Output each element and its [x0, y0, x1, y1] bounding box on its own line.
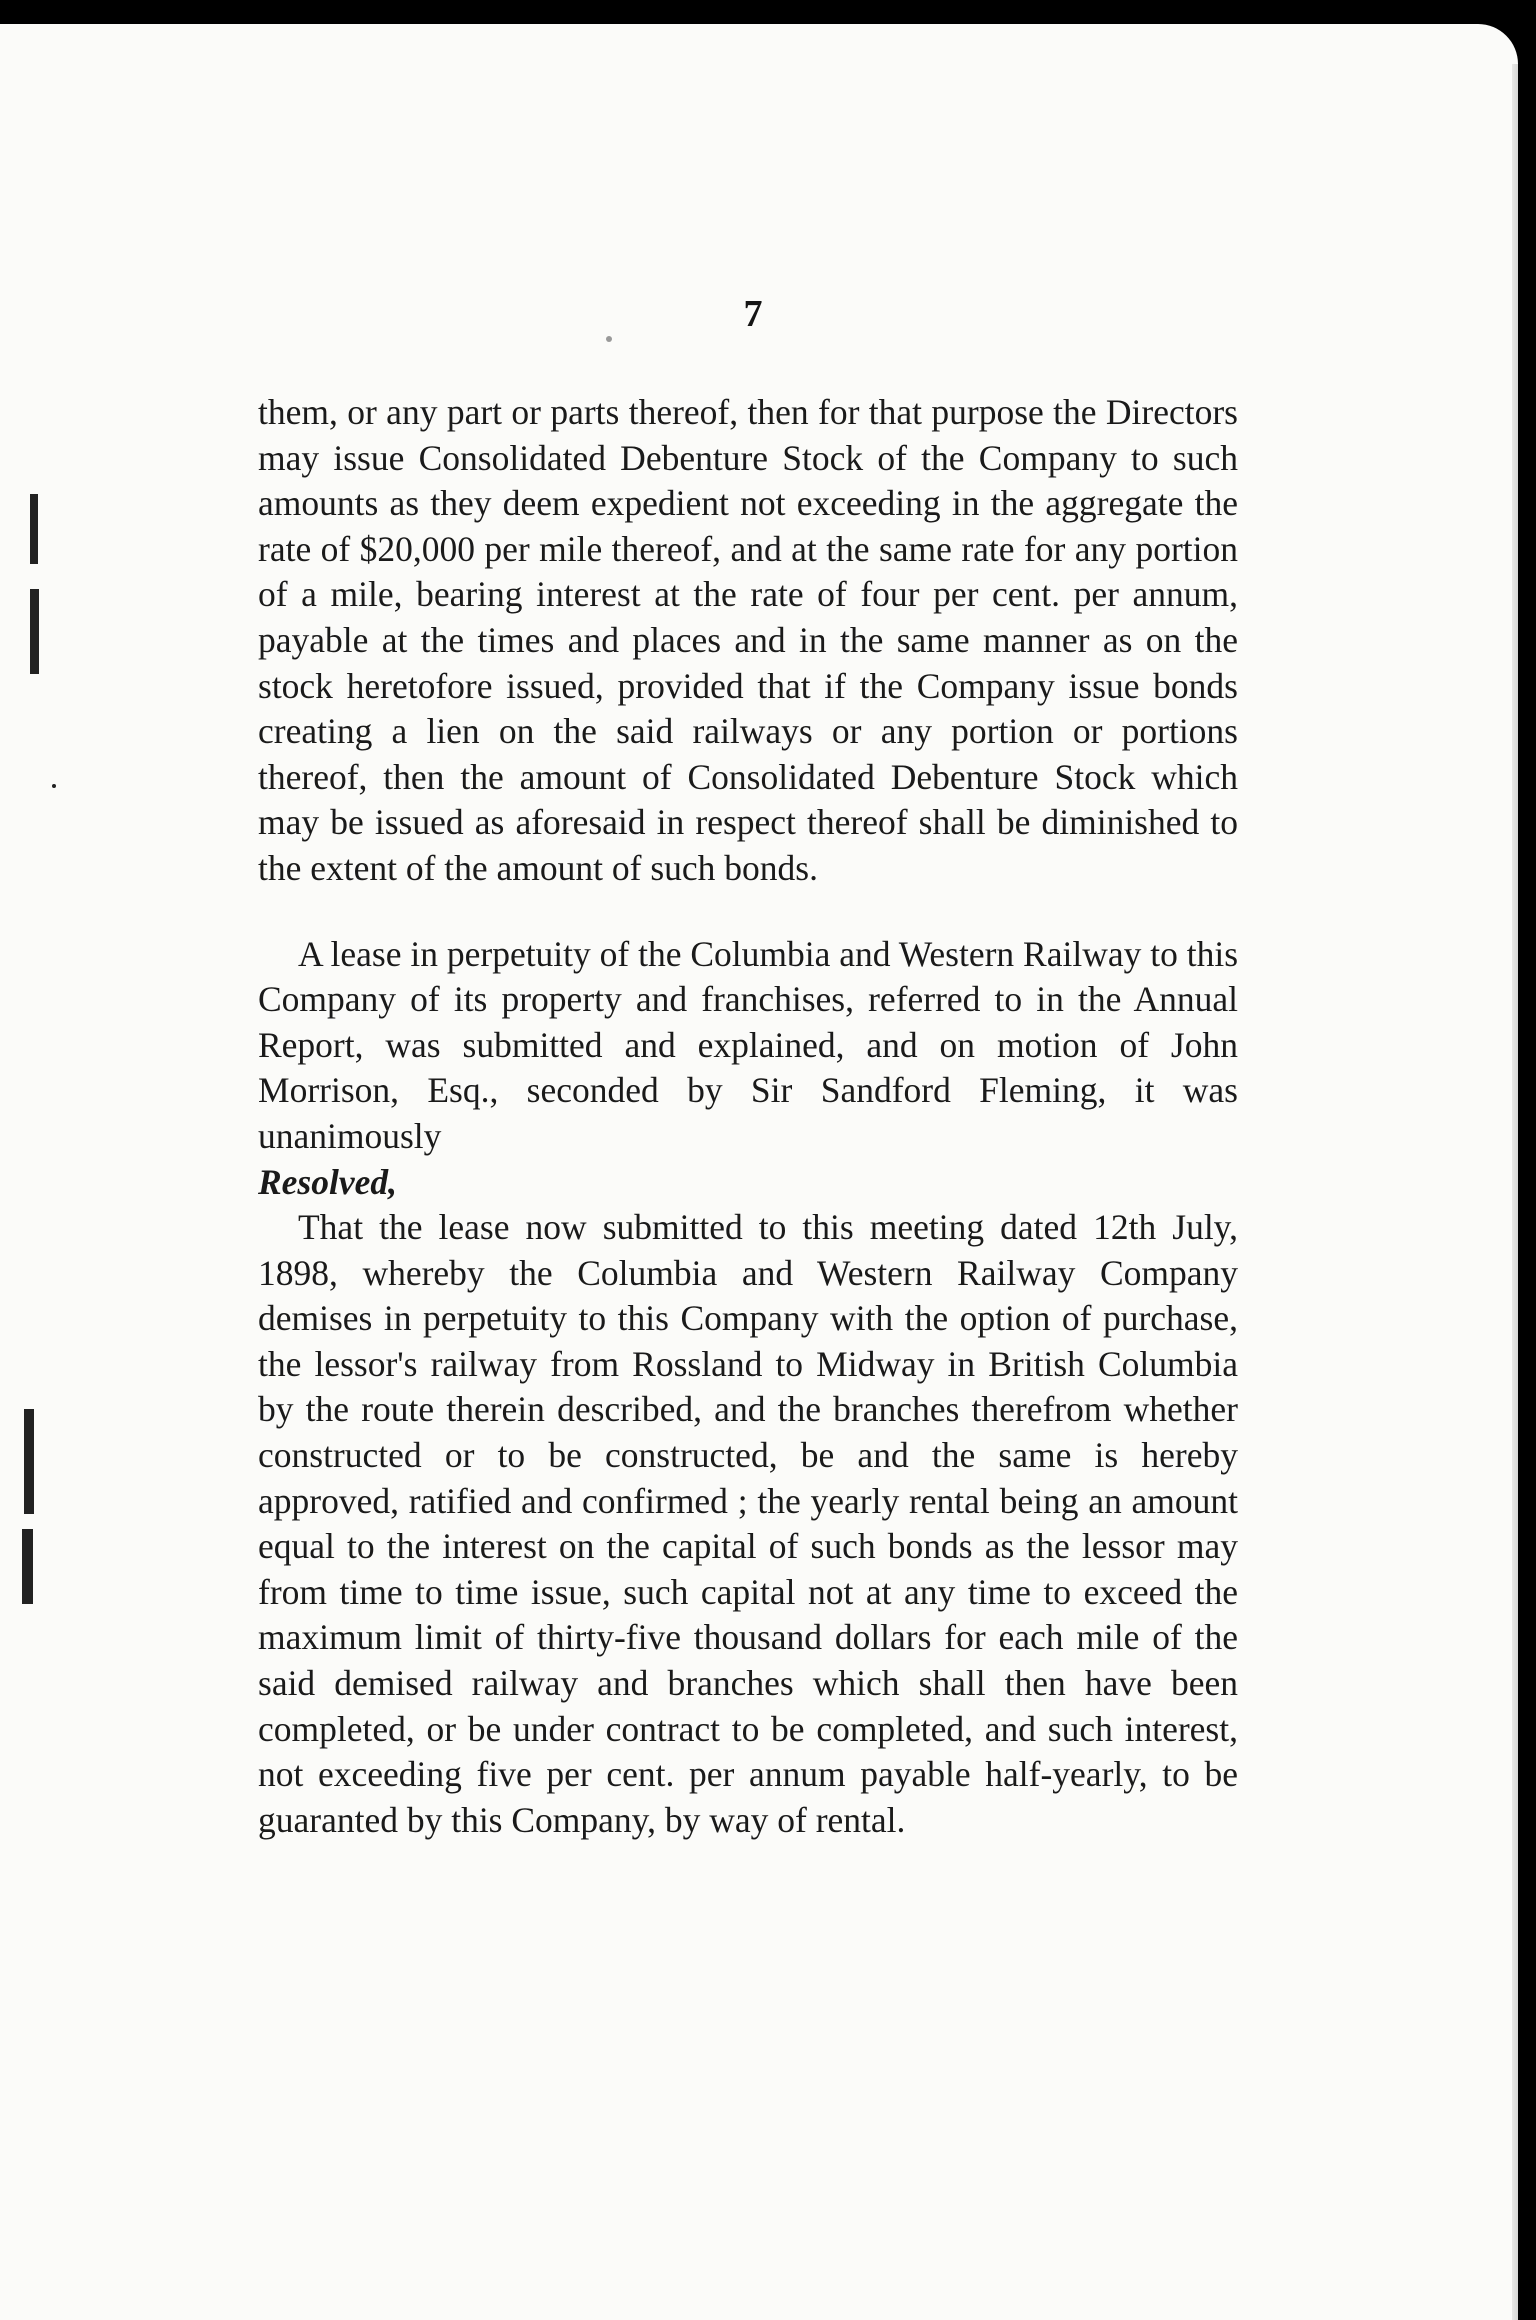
paragraph-2: A lease in perpetuity of the Columbia and Western Railway to this Company of its property and franchises, referred to in the Annual Report, was submitted and explained, and on motion of John Morrison, Esq., seconded by Sir Sandford Fleming, it was unanimously — [258, 933, 1239, 1156]
binding-mark-3 — [52, 784, 56, 788]
binding-mark-2 — [30, 589, 39, 674]
binding-mark-5 — [22, 1529, 33, 1604]
resolved-label: Resolved, — [258, 1161, 398, 1202]
body-text — [258, 390, 1238, 1843]
binding-mark-1 — [30, 494, 38, 564]
page-number-text: 7 — [743, 293, 763, 335]
resolution-paragraph: That the lease now submitted to this meeting dated 12th July, 1898, whereby the Columbia and Western Railway Company demises in perpetuity to this Company with the option of purchase, the lessor's railway from Rossland to Midway in British Columbia by the route therein described, and the branches therefrom whether constructed or to be constructed, be and the same is hereby approved, ratified and confirmed ; the yearly rental being an amount equal to the interest on the capital of such bonds as the lessor may from time to time issue, such capital not at any time to exceed the maximum limit of thirty-five thousand dollars for each mile of the said demised railway and branches which shall then have been completed, or be under contract to be completed, and such interest, not exceeding five per cent. per annum payable half-yearly, to be guaranted by this Company, by way of rental. — [258, 1207, 1238, 1840]
page-number — [0, 292, 1518, 336]
page-edge-shadow — [1512, 64, 1518, 2320]
paragraph-1: them, or any part or parts thereof, then for that purpose the Directors may issue Consolidated Debenture Stock of the Company to such amounts as they deem expedient not exceeding in the aggregate the rate of $20,000 per mile thereof, and at the same rate for any portion of a mile, bearing interest at the rate of four per cent. per annum, payable at the times and places and in the same manner as on the stock heretofore issued, provided that if the Company issue bonds creating a lien on the said railways or any portion or portions thereof, then the amount of Consolidated Debenture Stock which may be issued as aforesaid in respect thereof shall be diminished to the extent of the amount of such bonds. — [258, 392, 1238, 888]
document-page — [0, 24, 1518, 2320]
binding-mark-4 — [24, 1409, 34, 1514]
speck-mark — [606, 336, 612, 342]
